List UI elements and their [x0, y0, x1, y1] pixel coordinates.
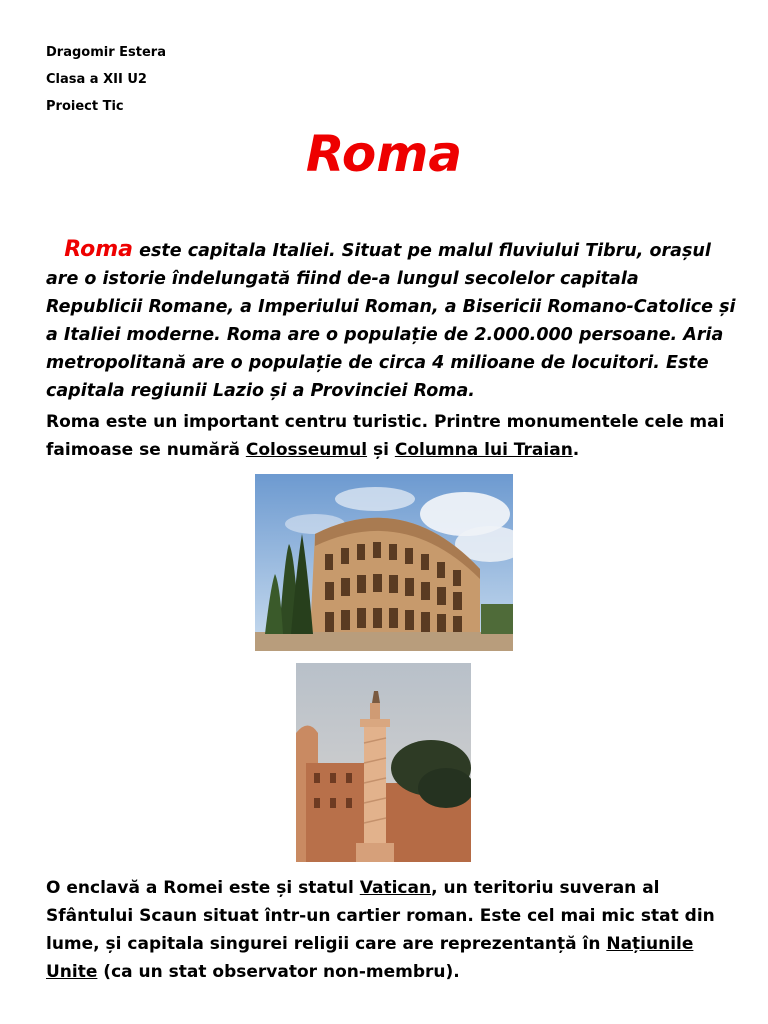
- tourism-after: .: [572, 440, 580, 460]
- intro-paragraph: [46, 236, 736, 405]
- intro-highlight: Roma: [64, 237, 134, 262]
- page-title: Roma: [305, 125, 463, 183]
- intro-text: este capitala Italiei. Situat pe malul fluviului Tibru, orașul are o istorie îndelungată fiind de-a lungul secolelor capitala Republicii Romane, a Imperiului Roman, a Bisericii Romano-Catolice și a Italiei moderne. Roma are o populație de 2.000.000 persoane. Aria metropolitană are o populație de circa 4 milioane de locuitori. Este capitala regiunii Lazio și a Provinciei Roma.: [46, 241, 736, 401]
- vatican-paragraph: [46, 874, 736, 986]
- un-link[interactable]: Națiunile Unite: [46, 934, 694, 982]
- colosseum-link[interactable]: Colosseumul: [245, 440, 368, 460]
- vatican-text-2: , un teritoriu suveran al Sfântului Scaun situat într-un cartier roman. Este cel mai mic stat din lume, și capitala singurei religii care are reprezentanță în: [46, 878, 715, 954]
- tourism-between: și: [367, 440, 395, 460]
- project-label: Proiect Tic: [46, 99, 124, 114]
- class-label: Clasa a XII U2: [46, 72, 147, 87]
- vatican-text-3: (ca un stat observator non-membru).: [97, 962, 460, 982]
- trajan-column-photo: [296, 663, 471, 862]
- tourism-paragraph: [46, 408, 736, 464]
- vatican-text-1: O enclavă a Romei este și statul: [46, 878, 360, 898]
- colosseum-photo: [255, 474, 513, 651]
- tourism-text: Roma este un important centru turistic. Printre monumentele cele mai faimoase se numără: [46, 412, 725, 460]
- vatican-link[interactable]: Vatican: [359, 878, 432, 898]
- trajan-column-link[interactable]: Columna lui Traian: [394, 440, 573, 460]
- author-name: Dragomir Estera: [46, 45, 166, 60]
